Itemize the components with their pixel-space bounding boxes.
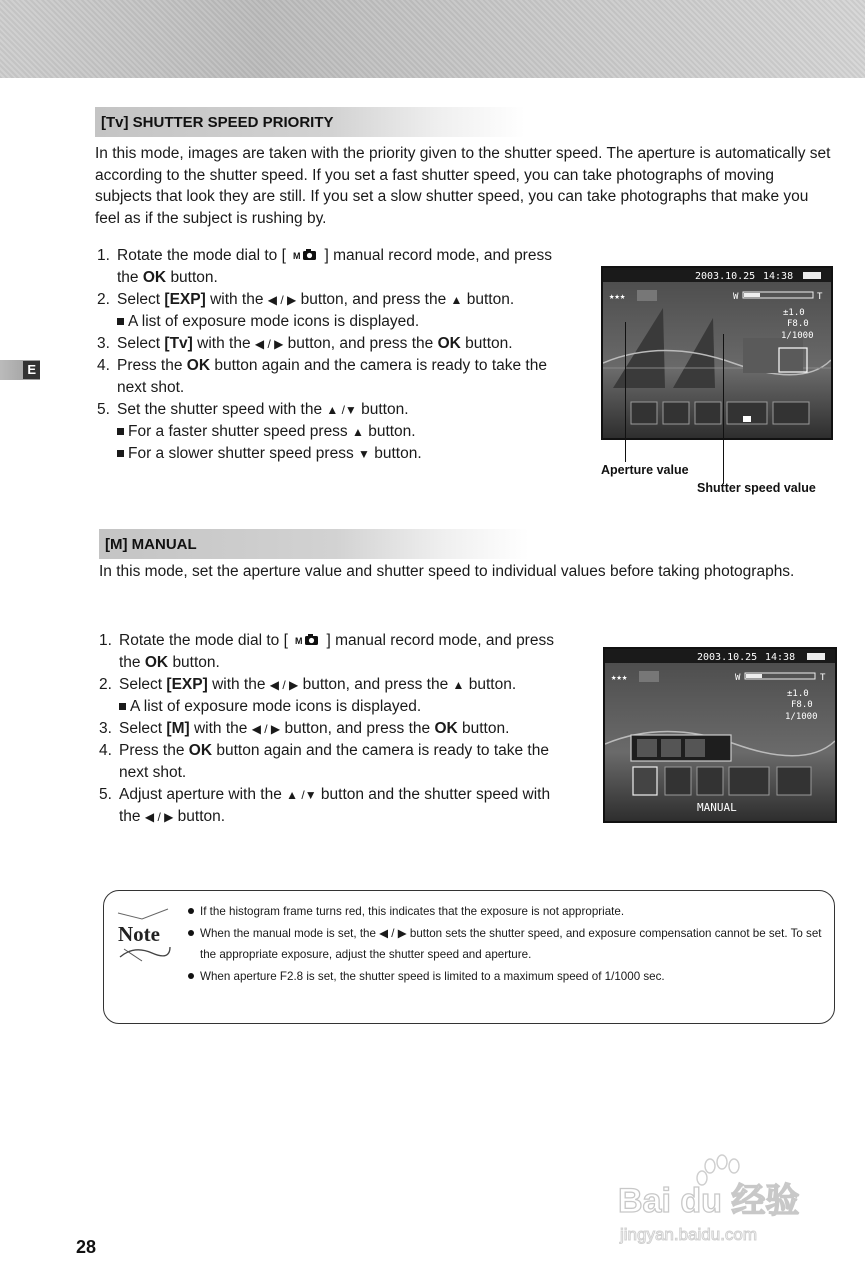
manual-lcd-screenshot bbox=[603, 647, 837, 823]
shutter-speed-value-caption: Shutter speed value bbox=[697, 481, 816, 495]
lcd-display bbox=[605, 649, 835, 821]
watermark-url: jingyan.baidu.com bbox=[620, 1225, 758, 1244]
up-down-arrows-icon: ▲ /▼ bbox=[326, 403, 357, 417]
lcd-zoom-t: T bbox=[820, 673, 826, 683]
tv-steps-list bbox=[97, 245, 567, 465]
shutter-leader-line bbox=[723, 334, 724, 484]
left-right-arrows-icon: ◀ / ▶ bbox=[269, 678, 299, 692]
manual-steps-list bbox=[99, 630, 569, 828]
left-right-arrows-icon: ◀ / ▶ bbox=[267, 293, 297, 307]
tv-step-2: 2. Select [EXP] with the ◀ / ▶ button, and press the ▲ button. A list of exposure mode icons is displayed. bbox=[97, 289, 567, 333]
aperture-leader-line bbox=[625, 322, 626, 462]
manual-step-4: 4. Press the OK button again and the camera is ready to take the next shot. bbox=[99, 742, 549, 781]
exposure-mode-popup bbox=[631, 735, 731, 761]
note-logo-icon bbox=[112, 905, 178, 965]
lcd-exposure-comp: ±1.0 bbox=[787, 689, 809, 699]
tv-step-2-note: A list of exposure mode icons is displayed. bbox=[117, 311, 567, 333]
manual-step-2-note: A list of exposure mode icons is displayed. bbox=[119, 696, 569, 718]
round-bullet-icon bbox=[188, 930, 194, 936]
note-item: When aperture F2.8 is set, the shutter speed is limited to a maximum speed of 1/1000 sec. bbox=[188, 966, 828, 988]
lcd-time: 14:38 bbox=[763, 271, 794, 282]
manual-record-mode-icon bbox=[293, 248, 317, 261]
tv-step-5-slower: For a slower shutter speed press ▼ button. bbox=[117, 443, 567, 465]
note-list bbox=[188, 901, 828, 987]
left-right-arrows-icon: ◀ / ▶ bbox=[254, 337, 284, 351]
svg-text:M: M bbox=[295, 636, 303, 646]
aperture-value-caption: Aperture value bbox=[601, 463, 689, 477]
lcd-mode-label: MANUAL bbox=[697, 801, 737, 814]
lcd-date: 2003.10.25 bbox=[695, 271, 756, 282]
up-arrow-icon: ▲ bbox=[452, 678, 465, 692]
manual-record-mode-icon bbox=[295, 633, 319, 646]
up-down-arrows-icon: ▲ /▼ bbox=[286, 788, 317, 802]
lcd-time: 14:38 bbox=[765, 652, 796, 663]
lcd-shutter-speed-value: 1/1000 bbox=[781, 331, 814, 341]
round-bullet-icon bbox=[188, 908, 194, 914]
lcd-zoom-w: W bbox=[735, 673, 741, 683]
manual-step-5: 5. Adjust aperture with the ▲ /▼ button and the shutter speed with the ◀ / ▶ button. bbox=[99, 786, 551, 825]
lcd-exposure-comp: ±1.0 bbox=[783, 308, 805, 318]
lcd-quality-stars: ★★★ bbox=[611, 673, 628, 683]
up-arrow-icon: ▲ bbox=[352, 425, 364, 439]
svg-text:Note: Note bbox=[118, 922, 160, 946]
square-bullet-icon bbox=[117, 450, 124, 457]
tv-step-5: 5. Set the shutter speed with the ▲ /▼ button. For a faster shutter speed press ▲ button. For a slower shutter speed press ▼ button. bbox=[97, 399, 567, 465]
manual-step-1: 1. Rotate the mode dial to [ M ] manual record mode, and press the OK button. bbox=[99, 632, 554, 671]
baidu-watermark bbox=[614, 1152, 814, 1248]
lcd-aperture-value: F8.0 bbox=[791, 700, 813, 710]
manual-intro-paragraph: In this mode, set the aperture value and shutter speed to individual values before taking photographs. bbox=[99, 563, 795, 580]
square-bullet-icon bbox=[117, 318, 124, 325]
lcd-shutter-speed-value: 1/1000 bbox=[785, 712, 818, 722]
tv-step-4: 4. Press the OK button again and the camera is ready to take the next shot. bbox=[97, 357, 547, 396]
note-box bbox=[103, 890, 835, 1024]
lcd-aperture-value: F8.0 bbox=[787, 319, 809, 329]
decorative-header-band bbox=[0, 0, 865, 78]
left-right-arrows-icon: ◀ / ▶ bbox=[144, 810, 174, 824]
battery-icon bbox=[807, 653, 825, 660]
note-item: If the histogram frame turns red, this indicates that the exposure is not appropriate. bbox=[188, 901, 828, 923]
manual-step-3: 3. Select [M] with the ◀ / ▶ button, and press the OK button. bbox=[99, 720, 510, 737]
battery-icon bbox=[803, 272, 821, 279]
section-heading-tv: [Tv] SHUTTER SPEED PRIORITY bbox=[95, 107, 525, 137]
lcd-date: 2003.10.25 bbox=[697, 652, 758, 663]
lcd-quality-stars: ★★★ bbox=[609, 292, 626, 302]
page-number: 28 bbox=[76, 1237, 97, 1257]
left-right-arrows-icon: ◀ / ▶ bbox=[251, 722, 281, 736]
tv-step-5-faster: For a faster shutter speed press ▲ button. bbox=[117, 421, 567, 443]
lcd-display bbox=[603, 268, 831, 438]
tv-lcd-screenshot bbox=[601, 266, 833, 440]
note-item: When the manual mode is set, the ◀ / ▶ button sets the shutter speed, and exposure compensation cannot be set. To set the appropriate exposure, adjust the shutter speed and aperture. bbox=[188, 923, 828, 966]
lcd-zoom-t: T bbox=[817, 292, 823, 302]
language-tab: E bbox=[0, 360, 40, 380]
tv-step-1: 1. Rotate the mode dial to [ M ] manual record mode, and press the OK button. bbox=[97, 247, 552, 286]
lcd-zoom-w: W bbox=[733, 292, 739, 302]
section-heading-manual: [M] MANUAL bbox=[99, 529, 529, 559]
up-arrow-icon: ▲ bbox=[450, 293, 463, 307]
tv-intro-paragraph: In this mode, images are taken with the priority given to the shutter speed. The aperture is automatically set according to the shutter speed. If you set a fast shutter speed, you can take photographs of moving subjects that look they are still. If you set a slow shutter speed, you can take photographs that make you feel as if the subject is rushing by. bbox=[95, 145, 831, 227]
square-bullet-icon bbox=[117, 428, 124, 435]
square-bullet-icon bbox=[119, 703, 126, 710]
watermark-brand: Bai du 经验 bbox=[618, 1182, 800, 1220]
round-bullet-icon bbox=[188, 973, 194, 979]
tv-step-3: 3. Select [Tv] with the ◀ / ▶ button, and press the OK button. bbox=[97, 335, 513, 352]
svg-text:M: M bbox=[293, 251, 301, 261]
manual-step-2: 2. Select [EXP] with the ◀ / ▶ button, and press the ▲ button. A list of exposure mode icons is displayed. bbox=[99, 674, 569, 718]
down-arrow-icon: ▼ bbox=[358, 447, 370, 461]
